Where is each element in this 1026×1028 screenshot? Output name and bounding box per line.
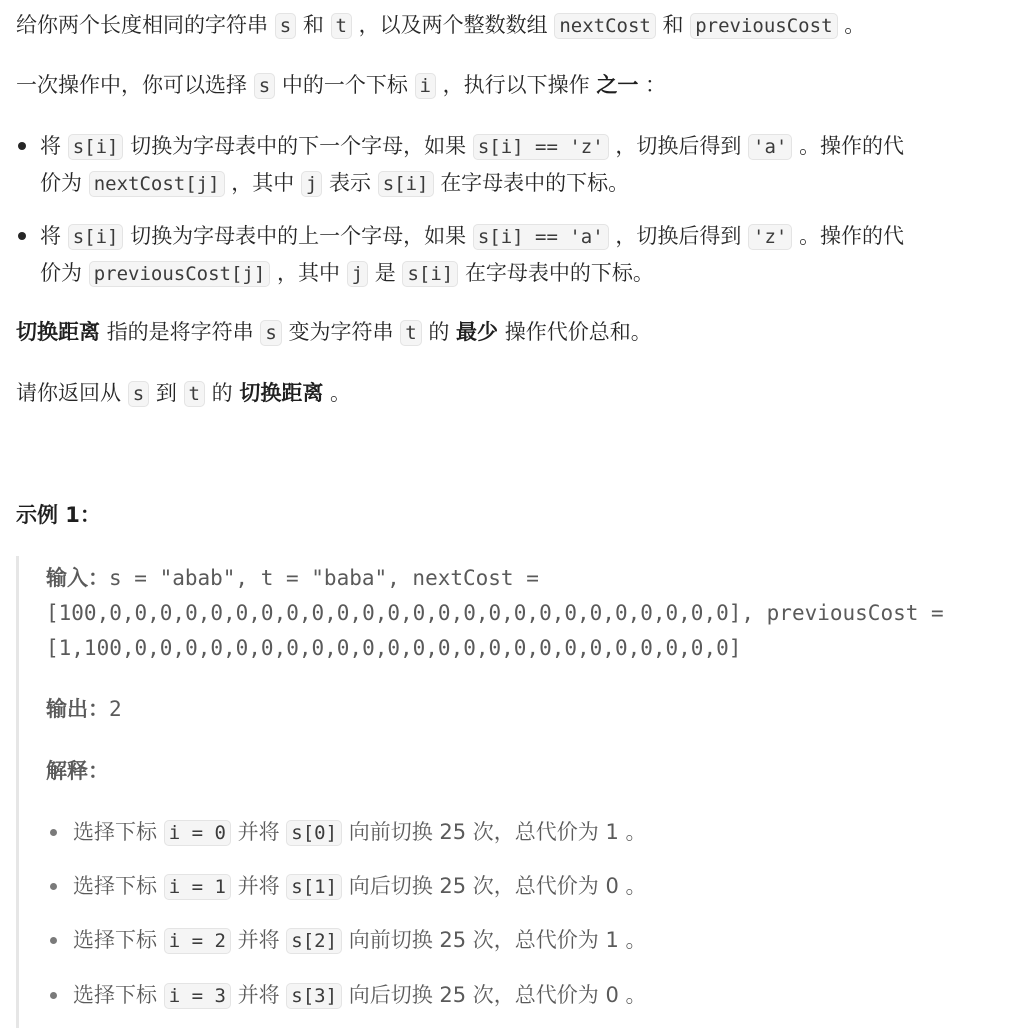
text: 的 <box>428 320 450 344</box>
example-input-line-2: [100,0,0,0,0,0,0,0,0,0,0,0,0,0,0,0,0,0,0,0,0,0,0,0,0,0], previousCost = <box>46 601 944 625</box>
text: 并将 <box>237 928 280 952</box>
text: 切换为字母表中的下一个字母，如果 <box>130 134 467 158</box>
example-input-line-1 <box>46 560 539 596</box>
text: 到 <box>155 381 177 405</box>
code: s[3] <box>286 983 342 1009</box>
text: 在字母表中的下标。 <box>464 261 654 285</box>
intro-paragraph-1 <box>16 8 865 43</box>
question-paragraph <box>16 376 351 411</box>
text: 并将 <box>237 874 280 898</box>
code-i: i <box>415 73 436 99</box>
text: 向前切换 25 次，总代价为 1 。 <box>348 820 647 844</box>
text: 中的一个下标 <box>281 73 408 97</box>
text: ，其中 <box>276 261 340 285</box>
output-label: 输出： <box>46 697 109 721</box>
code: i = 2 <box>164 928 231 954</box>
text: 和 <box>662 13 684 37</box>
bullet-icon <box>18 142 26 150</box>
example-block <box>16 556 1026 1028</box>
text: 。操作的代 <box>799 134 905 158</box>
code: s[i] <box>68 224 124 250</box>
text: 给你两个长度相同的字符串 <box>16 13 268 37</box>
code-s: s <box>275 13 296 39</box>
explain-label: 解释： <box>46 759 109 783</box>
text: 选择下标 <box>73 820 157 844</box>
text: 将 <box>40 134 61 158</box>
code: i = 3 <box>164 983 231 1009</box>
bold-text: 最少 <box>456 320 499 344</box>
text: 和 <box>302 13 324 37</box>
text: ，执行以下操作 <box>442 73 590 97</box>
code-previouscost: previousCost <box>690 13 837 39</box>
text: 并将 <box>237 820 280 844</box>
example-input-line-3: [1,100,0,0,0,0,0,0,0,0,0,0,0,0,0,0,0,0,0,0,0,0,0,0,0,0] <box>46 636 742 660</box>
code: i = 1 <box>164 874 231 900</box>
code: s[i] <box>378 171 434 197</box>
bullet-icon <box>50 992 57 999</box>
text: ，其中 <box>231 171 295 195</box>
code: j <box>301 171 322 197</box>
text: 切换为字母表中的上一个字母，如果 <box>130 224 467 248</box>
code: nextCost[j] <box>89 171 225 197</box>
text: 操作代价总和。 <box>504 320 652 344</box>
text: 表示 <box>329 171 372 195</box>
output-value: 2 <box>109 697 122 721</box>
text: 向后切换 25 次，总代价为 0 。 <box>348 983 647 1007</box>
definition-paragraph <box>16 315 652 350</box>
code-t: t <box>331 13 352 39</box>
text: 并将 <box>237 983 280 1007</box>
text: 选择下标 <box>73 928 157 952</box>
code: s[i] == 'z' <box>473 134 609 160</box>
text: 价为 <box>40 261 82 285</box>
code: s[2] <box>286 928 342 954</box>
code: 'a' <box>748 134 792 160</box>
text: ，切换后得到 <box>615 134 742 158</box>
text: 指的是将字符串 <box>106 320 254 344</box>
text: ： <box>645 73 667 97</box>
text: 。操作的代 <box>799 224 905 248</box>
bold-text: 切换距离 <box>16 320 100 344</box>
intro-paragraph-2 <box>16 68 666 103</box>
code: previousCost[j] <box>89 261 271 287</box>
text: 一次操作中，你可以选择 <box>16 73 247 97</box>
code: s[i] <box>68 134 124 160</box>
text: 。 <box>330 381 352 405</box>
bullet-icon <box>50 829 57 836</box>
example-explanation-label <box>46 754 109 788</box>
text: 请你返回从 <box>16 381 121 405</box>
code-t: t <box>184 381 205 407</box>
text: 的 <box>211 381 233 405</box>
input-label: 输入： <box>46 566 109 590</box>
example-output <box>46 692 122 726</box>
code: 'z' <box>748 224 792 250</box>
bullet-icon <box>50 937 57 944</box>
code-s: s <box>128 381 149 407</box>
code: s[i] <box>402 261 458 287</box>
code: i = 0 <box>164 820 231 846</box>
bold-text: 之一 <box>596 73 639 97</box>
code: s[i] == 'a' <box>473 224 609 250</box>
text: 是 <box>374 261 396 285</box>
text: ，切换后得到 <box>615 224 742 248</box>
text: 。 <box>844 13 866 37</box>
input-value: s = "abab", t = "baba", nextCost = <box>109 566 539 590</box>
code: j <box>347 261 368 287</box>
text: 将 <box>40 224 61 248</box>
text: 向后切换 25 次，总代价为 0 。 <box>348 874 647 898</box>
code: s[0] <box>286 820 342 846</box>
bold-text: 切换距离 <box>239 381 324 405</box>
code-nextcost: nextCost <box>554 13 656 39</box>
text: 价为 <box>40 171 82 195</box>
bullet-icon <box>18 232 26 240</box>
bullet-icon <box>50 883 57 890</box>
code-s: s <box>254 73 275 99</box>
text: 选择下标 <box>73 983 157 1007</box>
text: 在字母表中的下标。 <box>440 171 630 195</box>
text: ，以及两个整数数组 <box>358 13 548 37</box>
code-s: s <box>260 320 281 346</box>
text: 选择下标 <box>73 874 157 898</box>
text: 变为字符串 <box>288 320 394 344</box>
code: s[1] <box>286 874 342 900</box>
code-t: t <box>400 320 421 346</box>
text: 向前切换 25 次，总代价为 1 。 <box>348 928 647 952</box>
example-title: 示例 1： <box>16 503 101 527</box>
